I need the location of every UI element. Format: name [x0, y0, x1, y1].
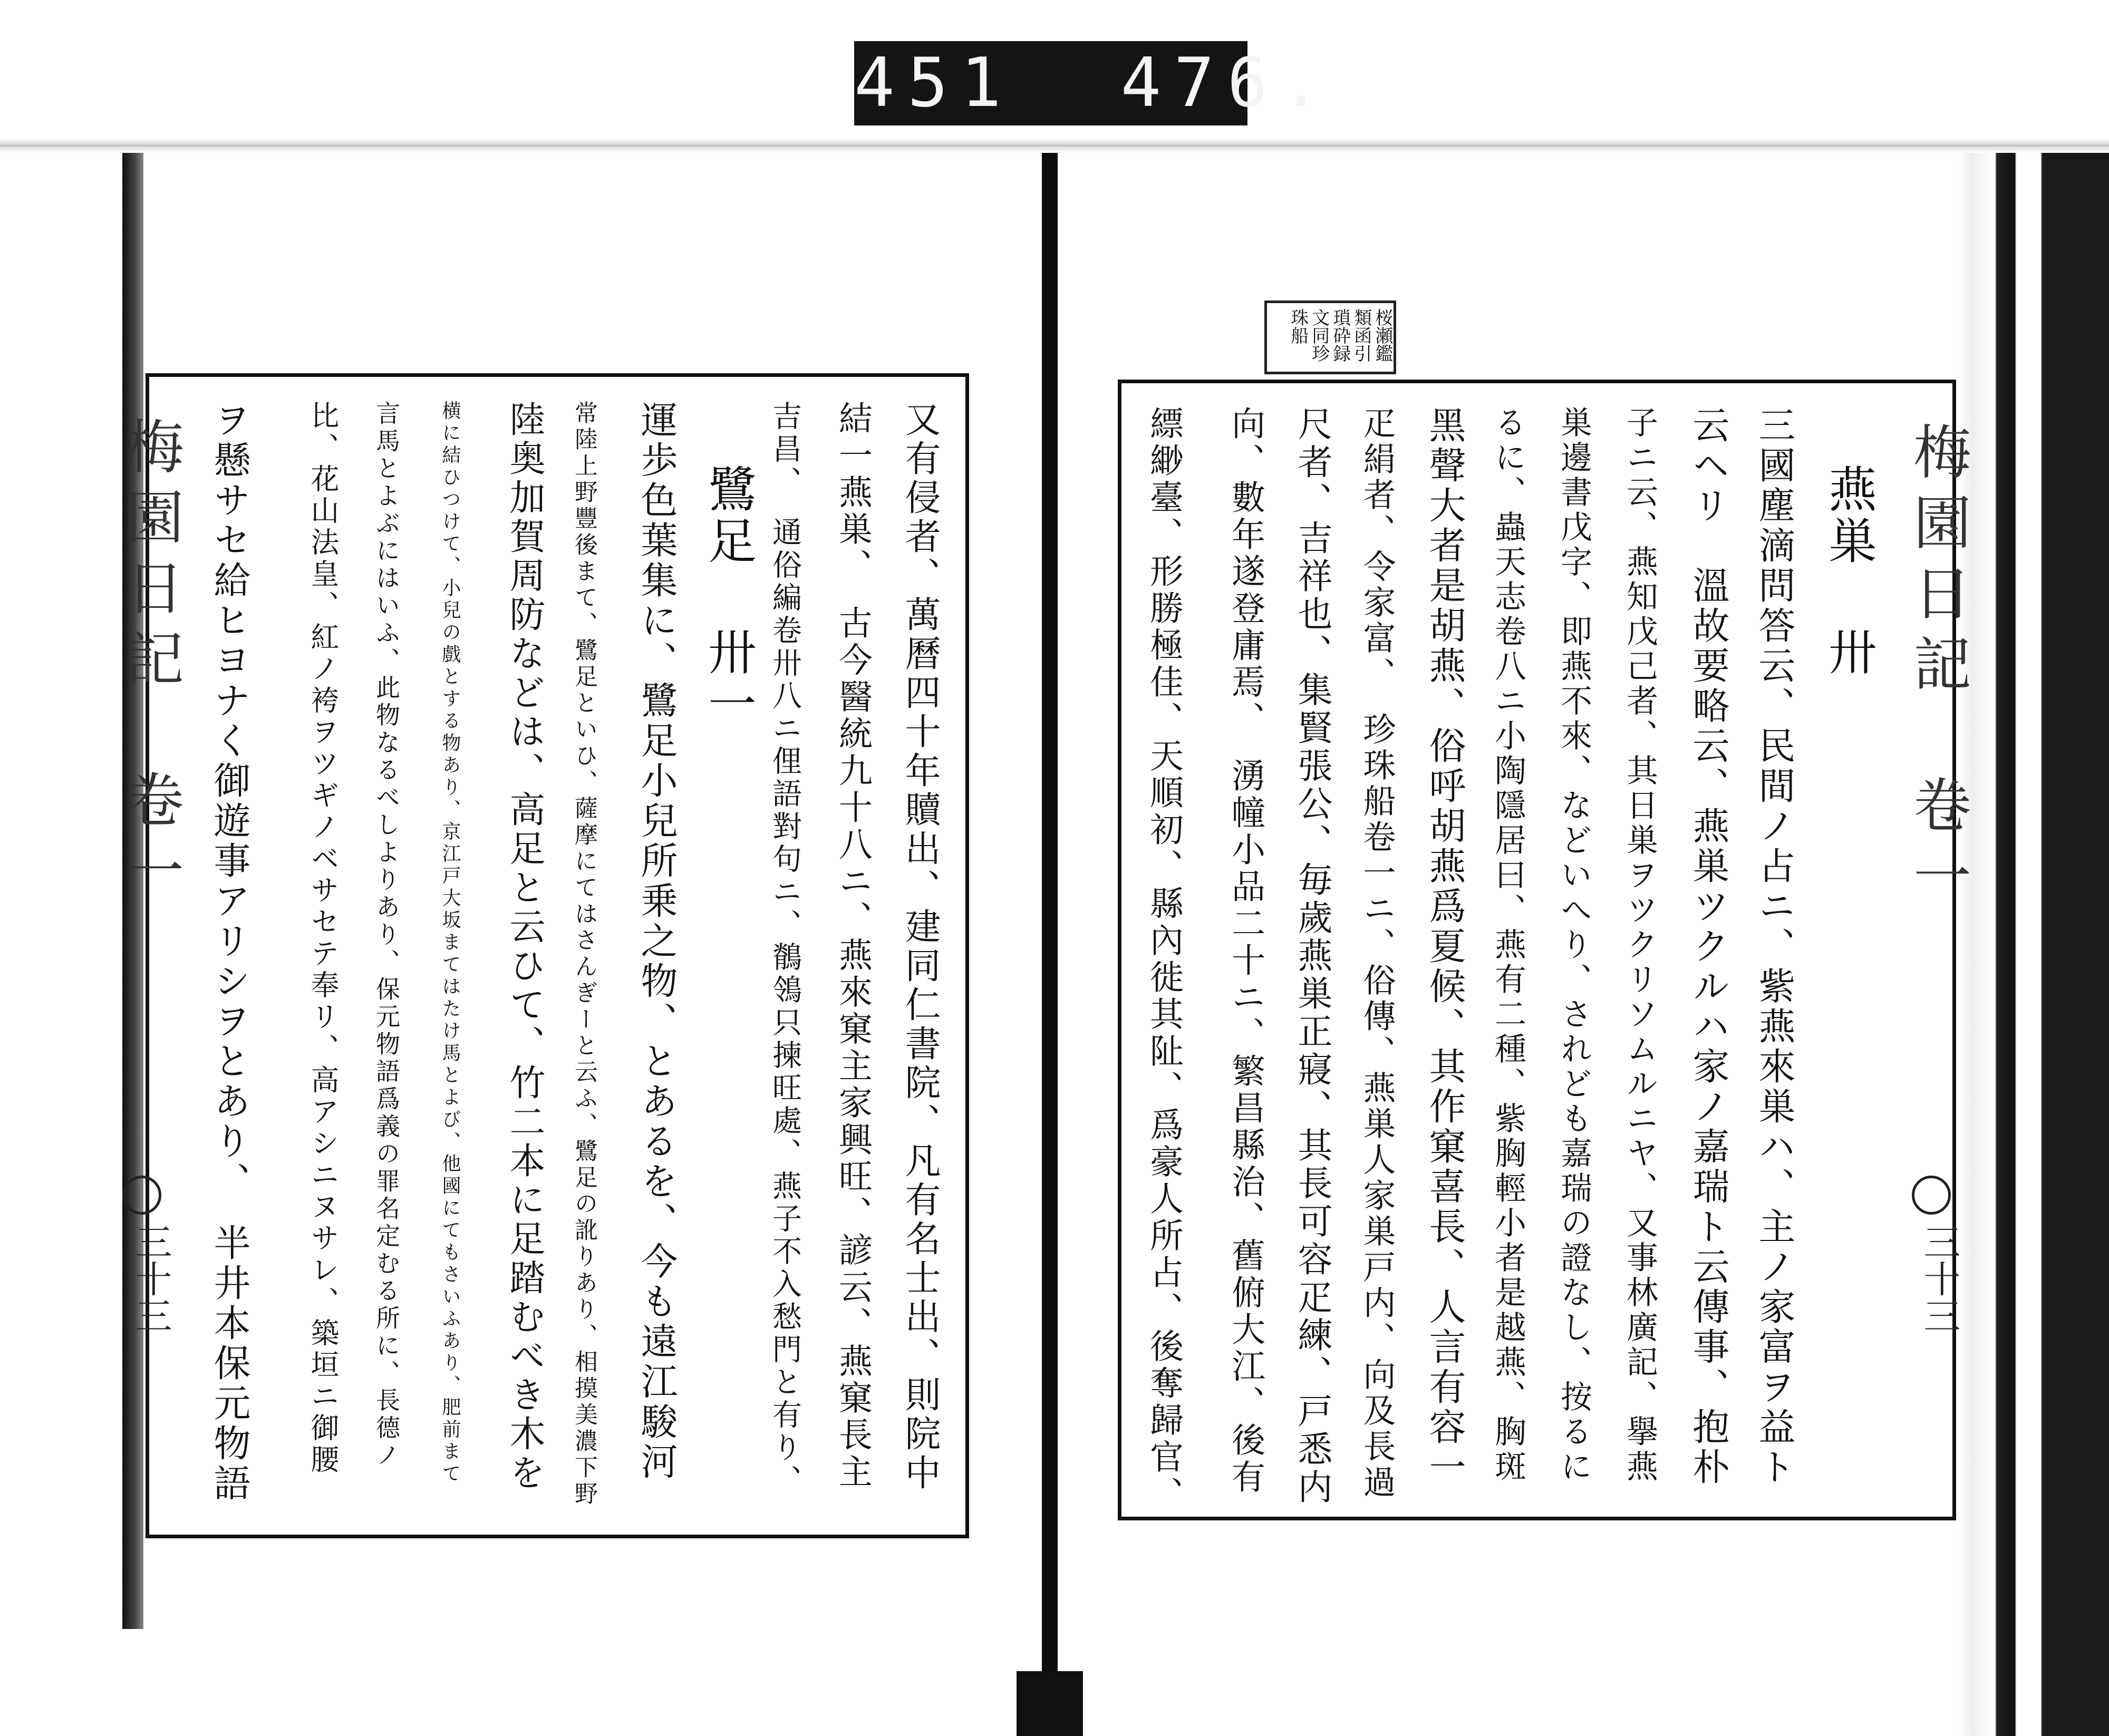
text-line: 又有侵者、萬曆四十年贖出、建同仁書院、凡有名士出、則院中 — [899, 401, 941, 1493]
text-line: 吉昌、 通俗編卷卅八ニ俚語對句ニ、鶺鴒只揀旺處、燕子不入愁門と有り、 — [768, 401, 802, 1497]
stamp-line: 瑣砕録 — [1329, 308, 1351, 362]
text-line: 陸奥加賀周防などは、高足と云ひて、竹二本に足踏むべき木を — [504, 401, 545, 1493]
text-line: 三國塵滴問答云、民間ノ占ニ、紫燕來巣ハ、主ノ家富ヲ益ト — [1753, 406, 1796, 1488]
right-folio-mark — [1912, 1176, 1951, 1215]
left-running-head: 梅園日記 卷一 — [117, 416, 184, 911]
text-line: 巣邊書戊字、即燕不來、などいへり、されども嘉瑞の證なし、按るに — [1555, 406, 1592, 1485]
text-line: 縹緲臺、形勝極佳、天順初、縣內徙其阯、爲豪人所占、後奪歸官、 — [1144, 406, 1183, 1513]
text-line: 横に結ひつけて、小兒の戲とする物あり、京江戸大坂まてはたけ馬とよび、他國にてもさいふあり、肥前まて — [439, 401, 461, 1486]
text-line: 云ヘリ 溫故要略云、燕巣ツクルハ家ノ嘉瑞ト云傳事、抱朴 — [1687, 406, 1730, 1488]
section-title: 鷺足 卅一 — [700, 464, 757, 730]
text-line: 向、數年遂登庸焉、 湧幢小品二十ニ、繁昌縣治、舊俯大江、後有 — [1226, 406, 1265, 1496]
text-line: 疋絹者、令家富、 珍珠船卷一ニ、俗傳、燕巣人家巣戸内、向及長過 — [1358, 406, 1396, 1501]
right-running-head: 梅園日記 卷一 — [1904, 422, 1971, 916]
text-line: 言馬とよぶにはいふ、此物なるべしよりあり、保元物語爲義の罪名定むる所に、長德ノ — [372, 401, 401, 1470]
library-stamp — [1264, 300, 1396, 374]
book-gutter — [1042, 153, 1058, 1713]
gutter-foot — [1017, 1671, 1083, 1736]
text-line: 尺者、吉祥也、集賢張公、毎歲燕巣正寢、其長可容疋練、戸悉内 — [1292, 406, 1332, 1507]
left-folio: 三十三 — [129, 1223, 172, 1334]
section-title: 燕巣 卅 — [1821, 464, 1877, 678]
stamp-line: 桜瀬鑑 — [1371, 308, 1393, 362]
text-line: 常陸上野豐後まて、鷺足といひ、薩摩にてはさんぎーと云ふ、鷺足の訛りあり、相摸美濃下野 — [570, 401, 597, 1508]
scanner-top-edge — [0, 138, 2109, 153]
text-line: 子ニ云、燕知戊己者、其日巣ヲツクリソムルニヤ、又事林廣記、擧燕 — [1621, 406, 1658, 1485]
text-line: 比、花山法皇、紅ノ袴ヲツギノベサセテ奉リ、高アシニヌサレ、築垣ニ御腰 — [306, 401, 340, 1476]
stamp-line: 文同珍 — [1308, 308, 1330, 362]
scanner-right-edge — [1957, 153, 2109, 1736]
right-folio: 三十三 — [1918, 1223, 1961, 1334]
text-line: 黑聲大者是胡燕、俗呼胡燕爲夏候、其作窠喜長、人言有容一 — [1423, 406, 1466, 1488]
stamp-line: 類函引 — [1350, 308, 1372, 362]
text-line: 結一燕巣、 古今醫統九十八ニ、燕來窠主家興旺、諺云、燕窠長主 — [833, 401, 872, 1491]
text-line: ヲ懸サセ給ヒヨナく御遊事アリシヲとあり、 半井本保元物語 — [208, 401, 251, 1504]
archive-number-plate: 451 476. — [854, 41, 1247, 125]
text-line: 運歩色葉集に、鷺足小兒所乗之物、とあるを、今も遠江駿河 — [635, 401, 678, 1482]
left-folio-mark — [122, 1176, 161, 1215]
stamp-line: 珠船 — [1287, 308, 1309, 344]
text-line: るに、蟲天志卷八ニ小陶隱居曰、燕有二種、紫胸輕小者是越燕、胸斑 — [1489, 406, 1526, 1485]
